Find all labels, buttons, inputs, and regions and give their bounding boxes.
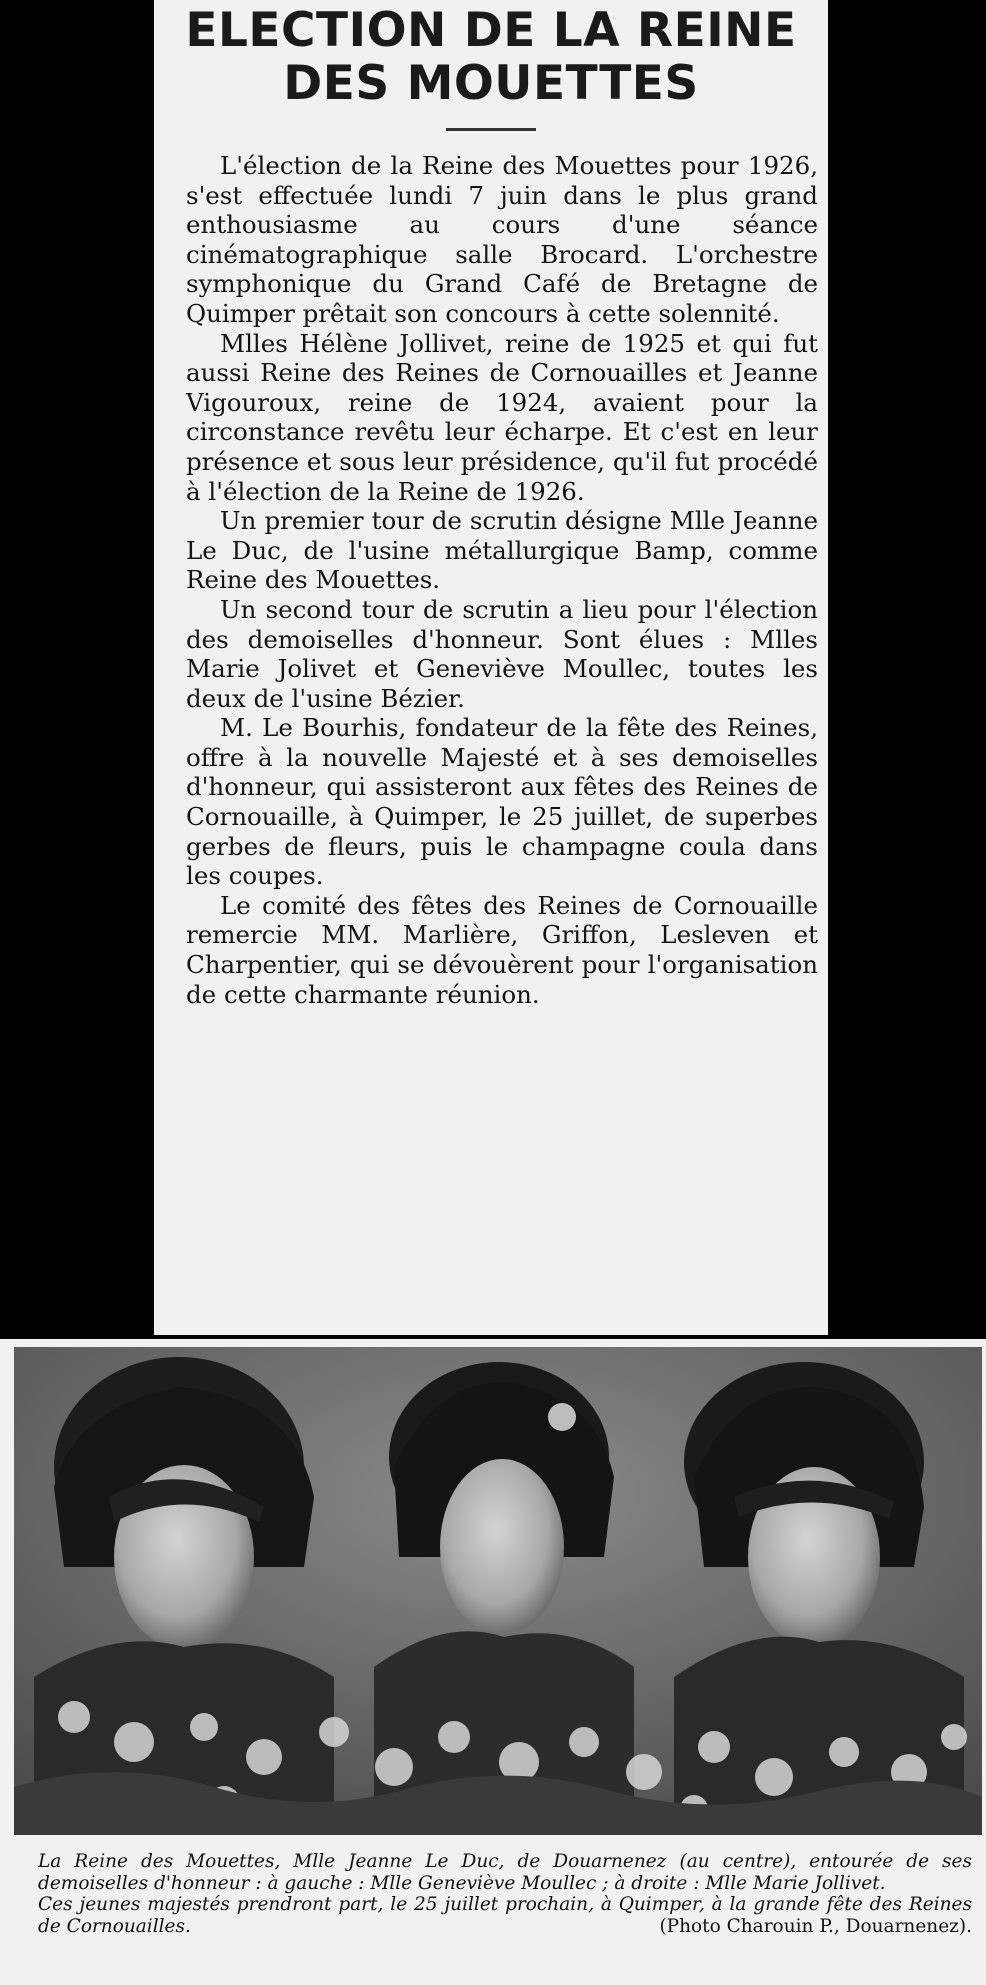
headline-line-1: ELECTION DE LA REINE xyxy=(185,3,797,58)
caption-line-1: La Reine des Mouettes, Mlle Jeanne Le Duc, de Douarnenez (au centre), entourée de ses demoiselles d'honneur : à gauche : Mlle Geneviève Moullec ; à droite : Mlle Marie Jollivet. xyxy=(38,1851,972,1894)
article-paragraph: L'élection de la Reine des Mouettes pour 1926, s'est effectuée lundi 7 juin dans le plus grand enthousiasme au cours d'une séance cinématographique salle Brocard. L'orchestre symphonique du Grand Café de Bretagne de Quimper prêtait son concours à cette solennité. xyxy=(186,151,818,328)
photo-section xyxy=(0,1339,986,1985)
photo-credit: (Photo Charouin P., Douarnenez). xyxy=(659,1915,972,1937)
article-paragraph: Mlles Hélène Jollivet, reine de 1925 et qui fut aussi Reine des Reines de Cornouailles et Jeanne Vigouroux, reine de 1924, avaient pour la circonstance revêtu leur écharpe. Et c'est en leur présence et sous leur présidence, qu'il fut procédé à l'élection de la Reine de 1926. xyxy=(186,328,818,506)
article-headline xyxy=(154,4,828,110)
caption-line-2 xyxy=(38,1894,972,1937)
article-paragraph: Un premier tour de scrutin désigne Mlle Jeanne Le Duc, de l'usine métallurgique Bamp, comme Reine des Mouettes. xyxy=(186,506,818,595)
photo-caption xyxy=(38,1851,972,1937)
photo-illustration xyxy=(14,1347,982,1835)
article-paragraph: Le comité des fêtes des Reines de Cornouaille remercie MM. Marlière, Griffon, Lesleven et Charpentier, qui se dévouèrent pour l'organisation de cette charmante réunion. xyxy=(186,890,818,1009)
article-body xyxy=(154,151,828,1009)
headline-line-2: DES MOUETTES xyxy=(283,56,699,111)
article-column xyxy=(154,0,828,1335)
portrait-photo xyxy=(14,1347,982,1835)
headline-divider xyxy=(446,128,536,131)
article-paragraph: Un second tour de scrutin a lieu pour l'élection des demoiselles d'honneur. Sont élues : Mlles Marie Jolivet et Geneviève Moullec, toutes les deux de l'usine Bézier. xyxy=(186,594,818,713)
caption-line-2-text: Ces jeunes majestés prendront part, le 25 juillet prochain, à Quimper, à la grande fête des Reines de Cornouailles. xyxy=(38,1894,972,1937)
article-paragraph: M. Le Bourhis, fondateur de la fête des Reines, offre à la nouvelle Majesté et à ses demoiselles d'honneur, qui assisteront aux fêtes des Reines de Cornouaille, à Quimper, le 25 juillet, de superbes gerbes de fleurs, puis le champagne coula dans les coupes. xyxy=(186,713,818,891)
